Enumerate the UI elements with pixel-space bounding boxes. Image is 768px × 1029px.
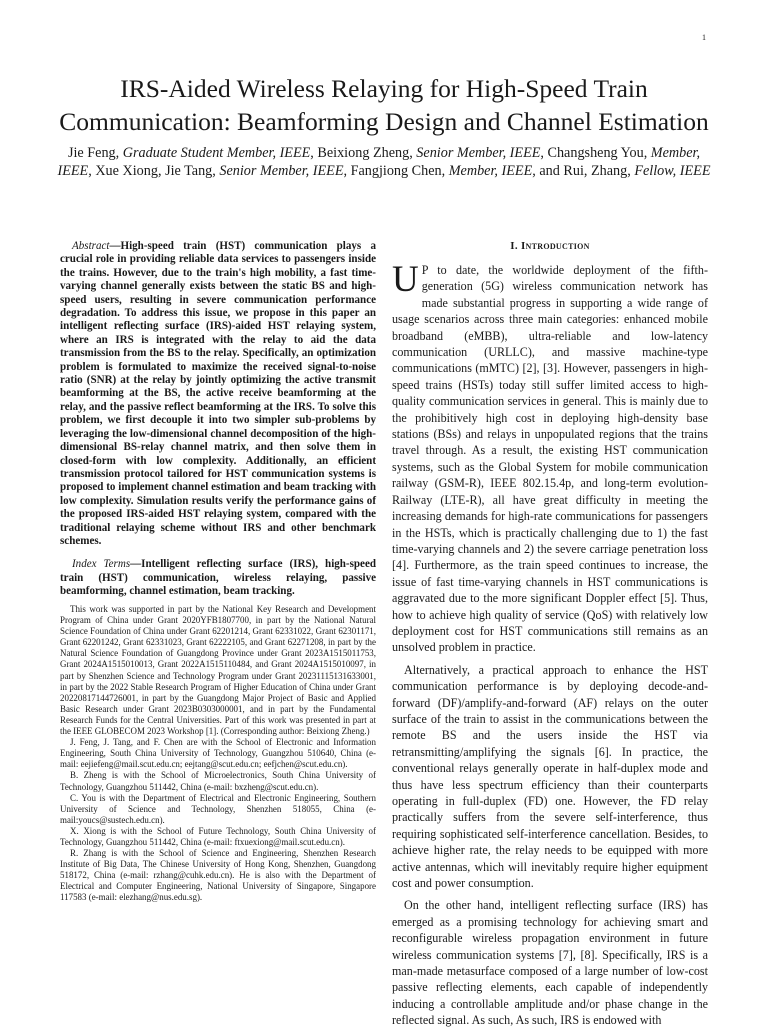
affiliation-footnote: J. Feng, J. Tang, and F. Chen are with the School of Electronic and Information Engineering, South China University of Technology, Guangzhou 510640, China (e-mail: eejiefeng@mail.scut.edu.cn; eejtang@scut.edu.cn; eefjchen@scut.edu.cn). (60, 737, 376, 770)
funding-footnote: This work was supported in part by the National Key Research and Development Program of China under Grant 2020YFB1807700, in part by the National Natural Science Foundation of China under Grant 62201214, Grant 62331022, Grant 62301171, Grant 62201242, Grant 62331023, Grant 62222105, and Grant 62271208, in part by the Natural Science Foundation of Guangdong Province under Grant 2023A1515011753, Grant 2024A1515010013, Grant 2022A1515110484, and Grant 2024A1515010097, in part by Shenzhen Science and Technology Program under Grant 20231115131633001, in part by the 2022 Stable Research Program of Higher Education of China under Grant 20220817144726001, in part by the Guangdong Major Project of Basic and Applied Basic Research under Grant 2023B0303000001, and in part by the Fundamental Research Funds for the Central Universities. Part of this work was presented in part at the IEEE GLOBECOM 2023 Workshop [1]. (Corresponding author: Beixiong Zheng.) (60, 604, 376, 737)
author-affiliation: Senior Member, IEEE (416, 145, 541, 161)
index-terms-label: Index Terms (72, 558, 131, 571)
intro-paragraph (392, 259, 708, 656)
paper-title: IRS-Aided Wireless Relaying for High-Speed Train Communication: Beamforming Design and Channel Estimation (59, 74, 709, 136)
author-name: Rui, Zhang (563, 162, 628, 179)
section-heading: I. Introduction (510, 240, 590, 252)
author-name: Jie Tang (165, 162, 213, 179)
footnotes (60, 604, 376, 904)
intro-paragraph-text: P to date, the worldwide deployment of the fifth-generation (5G) wireless communication network has made substantial progress in supporting a wide range of usage scenarios across three main categories: enhanced mobile broadband (eMBB), ultra-reliable and low-latency communication (URLLC), and massive machine-type communications (mMTC) [2], [3]. However, passengers in high-speed trains (HSTs) today still suffer limited access to high-quality communication services in general. This is mainly due to the prohibitively high cost in deploying high-density base stations (BSs) and relays in unpopulated regions that the trains travel through. As a result, the existing HST communication systems, such as the Global System for mobile communication railway (GSM-R), IEEE 802.15.4p, and long-term evolution-Railway (LTE-R), all have great difficulty in meeting the increasing demands for high-rate communications for passengers in the HSTs, which is practically challenging due to 1) the fast time-varying channels and 2) the severe carriage penetration loss [4]. Furthermore, as the train speed continues to increase, the issue of fast time-varying channels in HST communications is aggravated due to the more significant Doppler effect [5]. Thus, how to achieve high quality of service (QoS) with relatively low deployment cost for HST communications still remains as an unsolved problem in practice. (392, 263, 708, 655)
author-name: Xue Xiong (95, 162, 158, 179)
intro-paragraph: On the other hand, intelligent reflecting surface (IRS) has emerged as a promising technology for achieving smart and reconfigurable wireless propagation environment in future wireless communication systems [7], [8]. Specifically, IRS is a man-made metasurface composed of a large number of low-cost passive reflecting elements, each capable of independently inducing a controllable amplitude and/or phase change in the reflected signal. As such, As such, IRS is endowed with (392, 898, 708, 1028)
left-column (60, 240, 376, 599)
affiliation-footnote: C. You is with the Department of Electrical and Electronic Engineering, Southern University of Science and Technology, Shenzhen 518055, China (e-mail:youcs@sustech.edu.cn). (60, 792, 376, 825)
author-affiliation: Fellow, IEEE (634, 162, 711, 179)
author-name: Changsheng You (547, 145, 644, 161)
author-name: Beixiong Zheng (317, 145, 410, 161)
intro-paragraph: Alternatively, a practical approach to enhance the HST communication performance is by deploying decode-and-forward (DF)/amplify-and-forward (AF) relays on the outer surface of the train to assist in the communications between the remote BS and the users inside the HST via retransmitting/amplifying the signals [6]. In practice, the conventional relays generally operate in half-duplex mode and thus have less spectrum efficiency than their counterparts operating in full-duplex (FD) one. However, the FD relay practically suffers from the severe self-interference, thus requiring sophisticated self-interference cancellation. Besides, to achieve higher rate, the relay needs to be equipped with more active antennas, which will inevitably require higher equipment cost and power consumption. (392, 662, 708, 891)
page-number: 1 (702, 33, 706, 42)
index-terms-text: —Intelligent reflecting surface (IRS), high-speed train (HST) communication, wireless relaying, passive beamforming, channel estimation, beam tracking. (60, 558, 376, 598)
affiliation-footnote: R. Zhang is with the School of Science and Engineering, Shenzhen Research Institute of Big Data, The Chinese University of Hong Kong, Shenzhen, Guangdong 518172, China (e-mail: rzhang@cuhk.edu.cn). He is also with the Department of Electrical and Computer Engineering, National University of Singapore, Singapore 117583 (e-mail: elezhang@nus.edu.sg). (60, 848, 376, 903)
author-name: Jie Feng (67, 145, 116, 161)
index-terms (60, 558, 376, 598)
affiliation-footnote: X. Xiong is with the School of Future Technology, South China University of Technology, Guangzhou 511442, China (e-mail: ftxuexiong@mail.scut.edu.cn). (60, 825, 376, 847)
author-affiliation: Member, IEEE (448, 162, 533, 179)
author-list: Jie Feng, Graduate Student Member, IEEE, Beixiong Zheng, Senior Member, IEEE, Changsheng You, Member, IEEE, Xue Xiong, Jie Tang, Senior Member, IEEE, Fangjiong Chen, Member, IEEE, and Rui, Zhang, Fellow, IEEE (57, 145, 711, 179)
author-affiliation: Senior Member, IEEE (219, 162, 344, 179)
author-affiliation: Member, IEEE (57, 145, 701, 179)
abstract-text: —High-speed train (HST) communication plays a crucial role in providing reliable data services to passengers inside the trains. However, due to the train's high mobility, a fast time-varying channel generally exists between the static BS and high-speed users, resulting in severe communication performance degradation. To address this issue, we propose in this paper an intelligent reflecting surface (IRS)-aided HST relaying system, where an IRS is integrated with the relay to aid the data transmission from the BS to the relay. Specifically, an optimization problem is formulated to maximize the received signal-to-noise ratio (SNR) at the relay by jointly optimizing the active transmit beamforming at the BS, the active receive beamforming at the relay, and the passive reflect beamforming at the IRS. To solve this problem, we first decouple it into two simpler sub-problems by leveraging the low-dimensional channel decomposition of the high-dimensional BS-relay channel matrix, and then solve them in closed-form with low complexity. Additionally, an efficient transmission protocol tailored for HST communication systems is proposed to implement channel estimation and beam tracking with low complexity. Simulation results verify the performance gains of the proposed IRS-aided HST relaying system, compared with the traditional relaying scheme without IRS and other benchmark schemes. (60, 240, 376, 547)
drop-cap: U (392, 259, 419, 300)
affiliation-footnote: B. Zheng is with the School of Microelectronics, South China University of Technology, Guangzhou 511442, China (e-mail: bxzheng@scut.edu.cn). (60, 770, 376, 792)
abstract-label: Abstract (72, 240, 110, 252)
author-affiliation: Graduate Student Member, IEEE (122, 145, 311, 161)
right-column (392, 240, 708, 1029)
abstract (60, 240, 376, 548)
author-name: Fangjiong Chen (350, 162, 442, 179)
